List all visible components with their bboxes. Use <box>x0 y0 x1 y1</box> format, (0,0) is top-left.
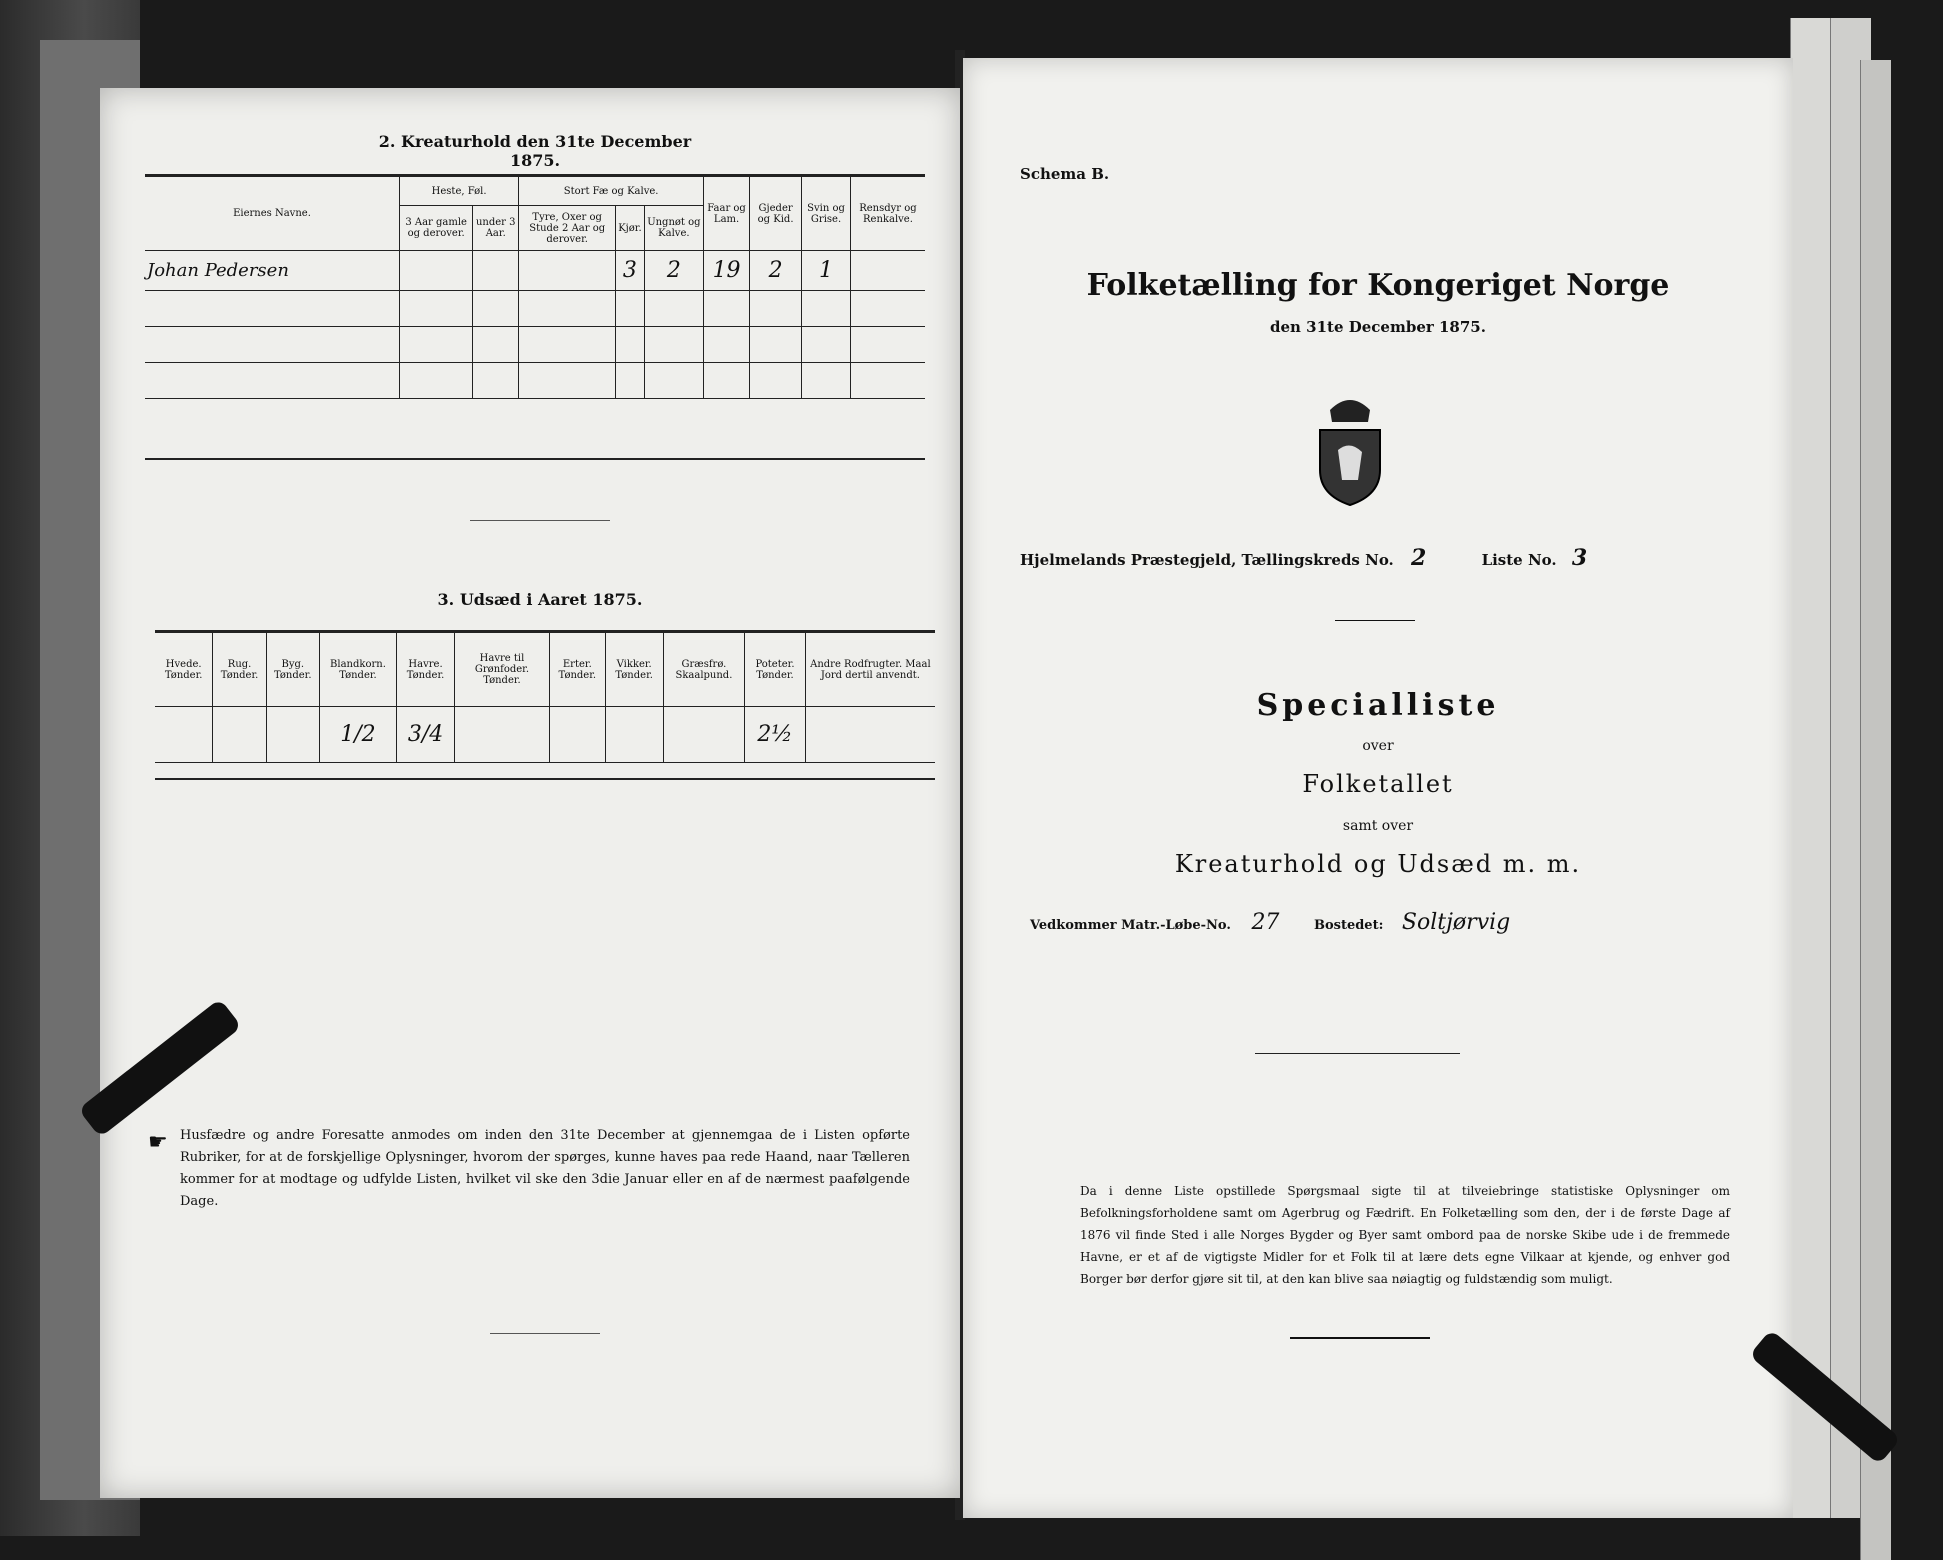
table-row <box>145 291 925 327</box>
page-stack-edge <box>1860 60 1891 1560</box>
col-header: Kjør. <box>616 206 644 251</box>
bosted-value: Soltjørvig <box>1401 910 1511 935</box>
date-line: den 31te December 1875. <box>1270 318 1486 336</box>
section3-title: 3. Udsæd i Aaret 1875. <box>437 590 643 609</box>
col-header: Rensdyr og Renkalve. <box>850 177 925 251</box>
table-row <box>155 707 935 763</box>
bosted-label: Bostedet: <box>1313 918 1384 933</box>
col-header: 3 Aar gamle og derover. <box>400 206 473 251</box>
table-row <box>145 327 925 363</box>
col-header: Poteter. Tønder. <box>745 633 806 707</box>
separator <box>1255 1053 1460 1054</box>
notice-text: Husfædre og andre Foresatte anmodes om inden den 31te December at gjennemgaa de i Listen opførte Rubriker, for at de forskjellige Oplysninger, hvorom der spørges, kunne haves paa rede Haand, naar Tælleren kommer for at modtage og udfylde Listen, hvilket vil ske den 3die Januar eller en af de nærmest paafølgende Dage. <box>180 1128 910 1209</box>
col-header: Græsfrø. Skaalpund. <box>663 633 744 707</box>
schema-label: Schema B. <box>1020 165 1110 183</box>
table-cell <box>213 707 266 763</box>
main-title: Folketælling for Kongeriget Norge <box>1086 268 1670 303</box>
separator <box>1335 620 1415 621</box>
liste-number: 3 <box>1571 545 1588 571</box>
table-cell <box>155 707 213 763</box>
cattle-group-header: Stort Fæ og Kalve. <box>519 177 704 206</box>
table-cell: 2 <box>750 251 802 291</box>
col-header: Gjeder og Kid. <box>750 177 802 251</box>
owner-name: Johan Pedersen <box>145 251 400 291</box>
special-title: Specialliste <box>1256 688 1500 723</box>
col-header: Vikker. Tønder. <box>605 633 663 707</box>
sowing-table <box>155 632 935 763</box>
section2-title: 2. Kreaturhold den 31te December 1875. <box>378 132 692 170</box>
matr-number: 27 <box>1251 910 1280 935</box>
table-bottom-rule <box>155 778 935 780</box>
col-header: Svin og Grise. <box>802 177 851 251</box>
liste-label: Liste No. <box>1481 551 1557 569</box>
folketallet-text: Folketallet <box>1302 770 1454 798</box>
table-cell <box>663 707 744 763</box>
col-header: Rug. Tønder. <box>213 633 266 707</box>
livestock-table <box>145 176 925 399</box>
kreds-number: 2 <box>1411 545 1427 571</box>
separator <box>470 520 610 521</box>
col-header: Hvede. Tønder. <box>155 633 213 707</box>
horses-group-header: Heste, Føl. <box>400 177 519 206</box>
table-cell <box>473 251 519 291</box>
col-header: Byg. Tønder. <box>266 633 319 707</box>
matr-label: Vedkommer Matr.-Løbe-No. <box>1030 918 1231 933</box>
col-header: Andre Rodfrugter. Maal Jord dertil anvendt. <box>805 633 935 707</box>
table-cell: 2½ <box>745 707 806 763</box>
separator <box>1290 1337 1430 1339</box>
matrikkel-line <box>1030 910 1510 935</box>
table-cell <box>850 251 925 291</box>
table-cell <box>805 707 935 763</box>
table-row <box>145 363 925 399</box>
table-cell: 2 <box>644 251 703 291</box>
separator <box>490 1333 600 1334</box>
col-header: under 3 Aar. <box>473 206 519 251</box>
col-header: Havre til Grønfoder. Tønder. <box>454 633 549 707</box>
table-cell <box>400 251 473 291</box>
col-header: Ungnøt og Kalve. <box>644 206 703 251</box>
col-header: Faar og Lam. <box>704 177 750 251</box>
col-header: Havre. Tønder. <box>397 633 455 707</box>
table-cell: 3 <box>616 251 644 291</box>
table-cell <box>550 707 606 763</box>
samt-over-text: samt over <box>1342 818 1414 834</box>
table-cell: 1/2 <box>319 707 396 763</box>
table-cell <box>266 707 319 763</box>
table-cell <box>454 707 549 763</box>
table-cell: 3/4 <box>397 707 455 763</box>
table-cell: 19 <box>704 251 750 291</box>
col-header: Blandkorn. Tønder. <box>319 633 396 707</box>
parish-prefix: Hjelmelands Præstegjeld, Tællingskreds No. <box>1020 551 1394 569</box>
kreaturhold-line: Kreaturhold og Udsæd m. m. <box>1174 850 1582 878</box>
coat-of-arms-icon <box>1310 390 1390 510</box>
over-text: over <box>1362 738 1394 754</box>
pointing-hand-icon: ☛ <box>148 1130 168 1155</box>
parish-line <box>1020 545 1587 571</box>
col-header: Tyre, Oxer og Stude 2 Aar og derover. <box>519 206 616 251</box>
table-bottom-rule <box>145 458 925 460</box>
table-cell <box>605 707 663 763</box>
table-cell <box>519 251 616 291</box>
col-header: Erter. Tønder. <box>550 633 606 707</box>
owner-header: Eiernes Navne. <box>145 177 400 251</box>
footer-text: Da i denne Liste opstillede Spørgsmaal sigte til at tilveiebringe statistiske Oplysninger om Befolkningsforholdene samt om Agerbrug og Fædrift. En Folketælling som den, der i de første Dage af 1876 vil finde Sted i alle Norges Bygder og Byer samt ombord paa de norske Skibe ude i de fremmede Havne, er et af de vigtigste Midler for et Folk til at lære dets egne Vilkaar at kjende, og enhver god Borger bør derfor gjøre sit til, at den kan blive saa nøiagtig og fuldstændig som muligt. <box>1080 1184 1730 1286</box>
table-row <box>145 251 925 291</box>
table-cell: 1 <box>802 251 851 291</box>
